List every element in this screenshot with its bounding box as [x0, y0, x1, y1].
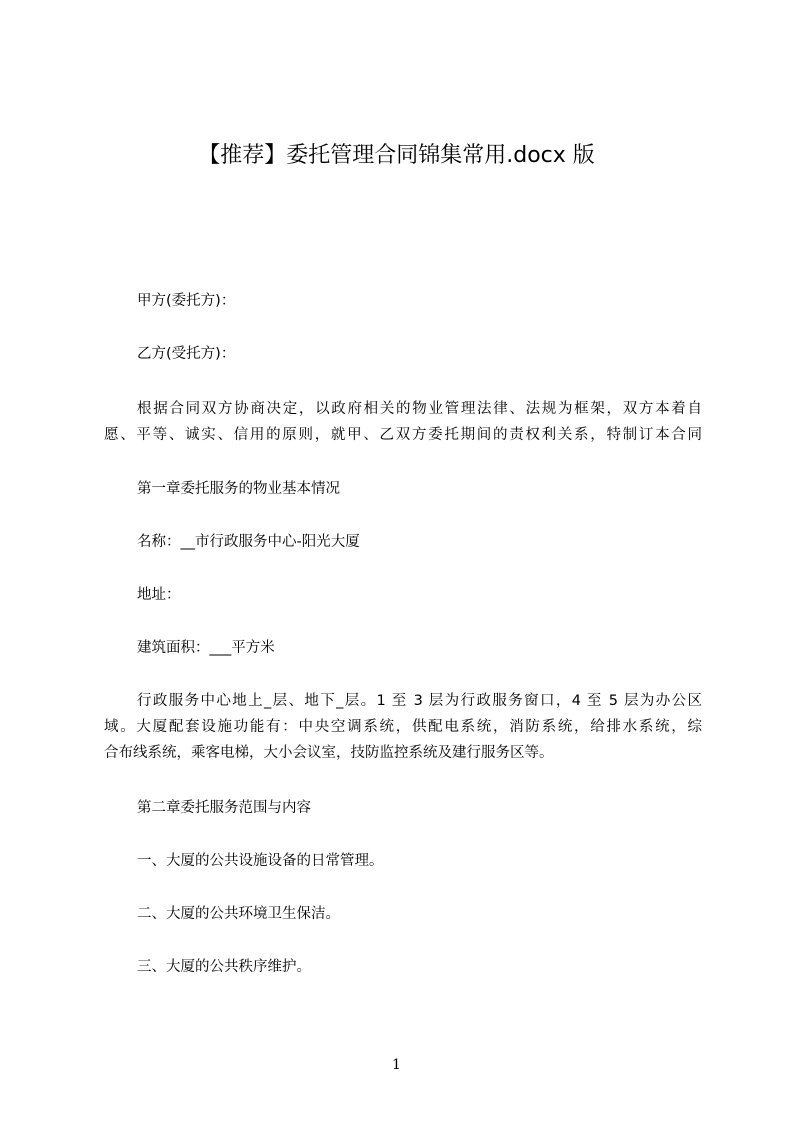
preamble-line-1: 根据合同双方协商决定，以政府相关的物业管理法律、法规为框架，双方本着自 [137, 401, 702, 417]
building-description-paragraph [104, 688, 702, 766]
page-number: 1 [392, 1057, 401, 1073]
service-item-3: 三、大厦的公共秩序维护。 [137, 959, 311, 975]
building-desc-line-3: 合布线系统，乘客电梯，大小会议室，技防监控系统及建行服务区等。 [104, 745, 554, 761]
building-area-line: 建筑面积：___平方米 [137, 640, 275, 656]
service-item-1: 一、大厦的公共设施设备的日常管理。 [137, 853, 384, 869]
property-address-line: 地址： [137, 587, 181, 603]
chapter-2-heading: 第二章委托服务范围与内容 [137, 800, 311, 816]
preamble-line-2: 愿、平等、诚实、信用的原则，就甲、乙双方委托期间的责权利关系，特制订本合同 [104, 427, 702, 443]
service-item-2: 二、大厦的公共环境卫生保洁。 [137, 906, 340, 922]
chapter-1-heading: 第一章委托服务的物业基本情况 [137, 481, 340, 497]
preamble-paragraph [104, 396, 702, 448]
party-a-line: 甲方(委托方)： [137, 293, 236, 309]
document-title: 【推荐】委托管理合同锦集常用.docx 版 [198, 143, 595, 168]
party-b-line: 乙方(受托方)： [137, 346, 236, 362]
building-desc-line-2: 域。大厦配套设施功能有：中央空调系统，供配电系统，消防系统，给排水系统，综 [104, 719, 702, 735]
property-name-line: 名称：__市行政服务中心-阳光大厦 [137, 534, 360, 550]
building-desc-line-1: 行政服务中心地上_层、地下_层。1 至 3 层为行政服务窗口，4 至 5 层为办公区 [137, 693, 702, 709]
